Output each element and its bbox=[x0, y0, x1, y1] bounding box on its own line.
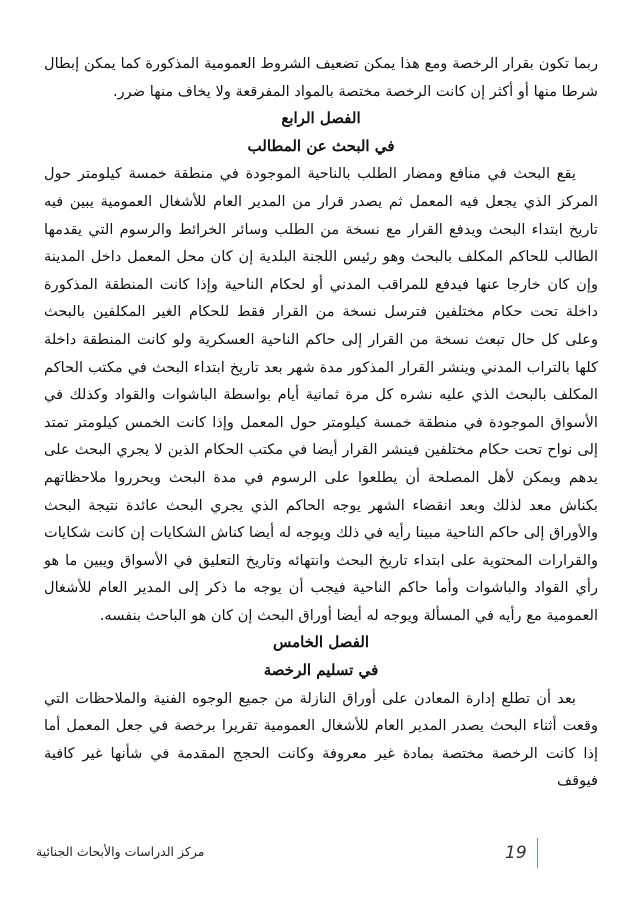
paragraph-intro: ربما تكون بقرار الرخصة ومع هذا يمكن تضعيف الشروط العمومية المذكورة كما يمكن إبطال شرطا منها أو أكثر إن كانت الرخصة مختصة بالمواد المفرقعة ولا يخاف منها ضرر. bbox=[44, 55, 598, 100]
page-footer bbox=[0, 838, 638, 870]
chapter-4-title: الفصل الرابع bbox=[281, 109, 361, 128]
page-number: 19 bbox=[505, 838, 538, 868]
paragraph-chapter-4: يقع البحث في منافع ومضار الطلب بالناحية الموجودة في منطقة خمسة كيلومتر حول المركز الذي يجعل فيه المعمل ثم يصدر قرار من المدير العام للأشغال العمومية يبين فيه تاريخ ابتداء البحث ويدفع القرار مع نسخة من الطلب وسائر الخرائط والرسوم التي يقدمها الطالب للحاكم المكلف بالبحث وهو رئيس اللجنة البلدية إن كان محل المعمل داخل المدينة وإن كان خارجا عنها فيدفع للمراقب المدني أو لحكام الناحية وإذا كانت المنطقة المذكورة داخلة تحت حكام مختلفين فترسل نسخة من القرار فقط للحكام الغير المكلفين بالبحث وعلى كل حال تبعث نسخة من القرار إلى حاكم الناحية العسكرية ولو كانت المنطقة داخلة كلها بالتراب المدني وينشر القرار المذكور مدة شهر بعد تاريخ ابتداء البحث في مكتب الحاكم المكلف بالبحث الذي عليه نشره كل مرة ثمانية أيام بواسطة الباشوات والقواد وكذلك في الأسواق الموجودة في منطقة خمسة كيلومتر حول المعمل وإذا كانت الخمس كيلومتر تمتد إلى نواح تحت حكام مختلفين فينشر القرار أيضا في مكتب الحكام الذين لا يجري البحث على يدهم ويمكن لأهل المصلحة أن يطلعوا على الرسوم في مدة البحث ويحرروا ملاحظاتهم بكناش معد لذلك وبعد انقضاء الشهر يوجه الحاكم الذي يجري البحث عائدة نتيجة البحث والأوراق إلى حاكم الناحية مبينا رأيه في ذلك ويوجه له أيضا كناش الشكايات إن كانت شكايات والقرارات المحتوية على ابتداء تاريخ البحث وانتهائه وتاريخ التعليق في الأسواق ويبين ما هو رأي القواد والباشوات وأما حاكم الناحية فيجب أن يوجه ما ذكر إلى المدير العام للأشغال العمومية مع رأيه في المسألة ويوجه له أيضا أوراق البحث إن كان هو الباحث بنفسه. bbox=[44, 165, 598, 624]
chapter-5-subtitle: في تسليم الرخصة bbox=[263, 661, 379, 680]
page-body bbox=[44, 50, 598, 795]
paragraph-chapter-5: بعد أن تطلع إدارة المعادن على أوراق النازلة من جميع الوجوه الفنية والملاحظات التي وقعت أثناء البحث يصدر المدير العام للأشغال العمومية تقريرا برخصة في جعل المعمل أما إذا كانت الرخصة مختصة بمادة غير معروفة وكانت الحجج المقدمة في شأنها غير كافية فيوقف bbox=[44, 689, 598, 790]
chapter-5-title: الفصل الخامس bbox=[272, 633, 370, 652]
chapter-4-subtitle: في البحث عن المطالب bbox=[247, 136, 395, 155]
footer-center-name: مركز الدراسات والأبحاث الجنائية bbox=[36, 844, 205, 859]
